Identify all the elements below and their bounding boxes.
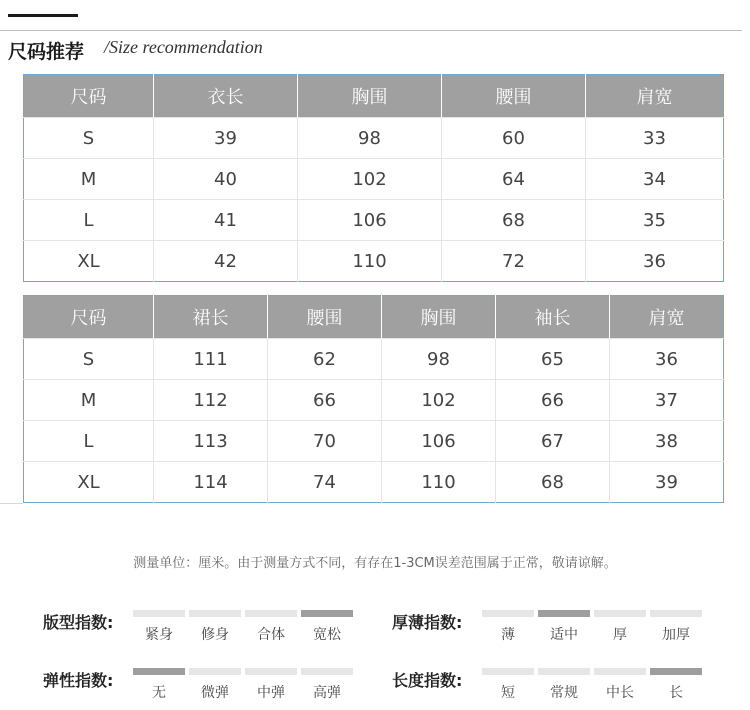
- table-row: [24, 462, 724, 503]
- elasticity-index-scale: [133, 668, 353, 702]
- table-cell: 34: [586, 159, 724, 200]
- level-bar: [594, 668, 646, 675]
- level-label: 修身: [201, 627, 229, 643]
- index-level: [301, 610, 353, 644]
- table-cell: 64: [442, 159, 586, 200]
- fit-index-label: 版型指数:: [43, 613, 114, 632]
- elasticity-index-label: 弹性指数:: [43, 671, 114, 690]
- column-header: 肩宽: [610, 296, 724, 339]
- table-row: [24, 421, 724, 462]
- level-bar: [482, 610, 534, 617]
- table-cell: XL: [24, 462, 154, 503]
- table-cell: 98: [382, 339, 496, 380]
- thickness-index-scale: [482, 610, 702, 644]
- table-cell: XL: [24, 241, 154, 282]
- header-accent-line: [8, 14, 78, 17]
- level-bar: [538, 668, 590, 675]
- index-level: [538, 610, 590, 644]
- table-row: [24, 241, 724, 282]
- level-bar: [301, 668, 353, 675]
- table-cell: 36: [586, 241, 724, 282]
- level-bar: [189, 610, 241, 617]
- table-cell: 110: [382, 462, 496, 503]
- level-label: 紧身: [145, 627, 173, 643]
- table-cell: 112: [154, 380, 268, 421]
- table-cell: 62: [268, 339, 382, 380]
- level-bar: [133, 610, 185, 617]
- level-label: 微弹: [201, 685, 229, 701]
- level-bar: [538, 610, 590, 617]
- table-cell: 36: [610, 339, 724, 380]
- table-cell: M: [24, 159, 154, 200]
- table-row: [24, 380, 724, 421]
- table-row: [24, 159, 724, 200]
- table-cell: 102: [382, 380, 496, 421]
- table-cell: M: [24, 380, 154, 421]
- table-header-row: [24, 75, 724, 118]
- table-cell: 38: [610, 421, 724, 462]
- column-header: 衣长: [154, 75, 298, 118]
- table-cell: S: [24, 118, 154, 159]
- table-cell: 39: [154, 118, 298, 159]
- index-level: [594, 668, 646, 702]
- level-bar: [594, 610, 646, 617]
- level-label: 短: [501, 685, 515, 701]
- table-cell: 66: [496, 380, 610, 421]
- table-cell: L: [24, 200, 154, 241]
- level-label: 无: [152, 685, 166, 701]
- measurement-note: 测量单位：厘米。由于测量方式不同，有存在1-3CM误差范围属于正常，敬请谅解。: [133, 556, 617, 571]
- level-bar: [650, 610, 702, 617]
- level-bar: [482, 668, 534, 675]
- table-cell: 39: [610, 462, 724, 503]
- index-level: [482, 668, 534, 702]
- level-bar: [189, 668, 241, 675]
- table-cell: L: [24, 421, 154, 462]
- table-cell: 98: [298, 118, 442, 159]
- table-cell: S: [24, 339, 154, 380]
- length-index: [392, 668, 702, 702]
- table-cell: 66: [268, 380, 382, 421]
- level-label: 合体: [257, 627, 285, 643]
- column-header: 腰围: [442, 75, 586, 118]
- table-cell: 60: [442, 118, 586, 159]
- column-header: 尺码: [24, 296, 154, 339]
- column-header: 胸围: [382, 296, 496, 339]
- length-index-label: 长度指数:: [392, 671, 463, 690]
- column-header: 肩宽: [586, 75, 724, 118]
- thickness-index: [392, 610, 702, 644]
- thickness-index-label: 厚薄指数:: [392, 613, 463, 632]
- table-cell: 106: [298, 200, 442, 241]
- level-label: 薄: [501, 627, 515, 643]
- table-cell: 65: [496, 339, 610, 380]
- level-bar: [650, 668, 702, 675]
- index-level: [245, 610, 297, 644]
- elasticity-index: [43, 668, 353, 702]
- table-row: [24, 339, 724, 380]
- level-label: 适中: [550, 627, 578, 643]
- column-header: 胸围: [298, 75, 442, 118]
- table-cell: 68: [496, 462, 610, 503]
- index-level: [538, 668, 590, 702]
- header-divider: [0, 30, 742, 31]
- level-bar: [133, 668, 185, 675]
- index-level: [189, 610, 241, 644]
- table-cell: 102: [298, 159, 442, 200]
- table-cell: 41: [154, 200, 298, 241]
- section-divider: [0, 503, 23, 504]
- index-level: [650, 668, 702, 702]
- level-bar: [245, 668, 297, 675]
- table-header-row: [24, 296, 724, 339]
- table-row: [24, 118, 724, 159]
- table-cell: 40: [154, 159, 298, 200]
- table-cell: 67: [496, 421, 610, 462]
- table-cell: 113: [154, 421, 268, 462]
- column-header: 尺码: [24, 75, 154, 118]
- column-header: 腰围: [268, 296, 382, 339]
- page-subtitle: /Size recommendation: [104, 37, 263, 57]
- size-table-top: [23, 74, 724, 282]
- fit-index-scale: [133, 610, 353, 644]
- table-cell: 74: [268, 462, 382, 503]
- column-header: 袖长: [496, 296, 610, 339]
- table-cell: 111: [154, 339, 268, 380]
- column-header: 裙长: [154, 296, 268, 339]
- level-label: 中弹: [257, 685, 285, 701]
- index-level: [301, 668, 353, 702]
- index-level: [482, 610, 534, 644]
- level-label: 常规: [550, 685, 578, 701]
- table-cell: 70: [268, 421, 382, 462]
- table-row: [24, 200, 724, 241]
- table-cell: 106: [382, 421, 496, 462]
- table-cell: 72: [442, 241, 586, 282]
- index-level: [133, 668, 185, 702]
- level-label: 宽松: [313, 627, 341, 643]
- index-level: [650, 610, 702, 644]
- level-bar: [245, 610, 297, 617]
- level-label: 厚: [613, 627, 627, 643]
- table-cell: 37: [610, 380, 724, 421]
- size-table-bottom: [23, 295, 724, 503]
- index-level: [594, 610, 646, 644]
- index-level: [133, 610, 185, 644]
- table-cell: 110: [298, 241, 442, 282]
- index-level: [189, 668, 241, 702]
- level-label: 高弹: [313, 685, 341, 701]
- table-cell: 68: [442, 200, 586, 241]
- level-label: 中长: [606, 685, 634, 701]
- index-level: [245, 668, 297, 702]
- page-title: 尺码推荐: [8, 41, 85, 63]
- fit-index: [43, 610, 353, 644]
- table-cell: 42: [154, 241, 298, 282]
- length-index-scale: [482, 668, 702, 702]
- table-cell: 35: [586, 200, 724, 241]
- table-cell: 33: [586, 118, 724, 159]
- level-bar: [301, 610, 353, 617]
- level-label: 长: [669, 685, 683, 701]
- level-label: 加厚: [662, 627, 690, 643]
- table-cell: 114: [154, 462, 268, 503]
